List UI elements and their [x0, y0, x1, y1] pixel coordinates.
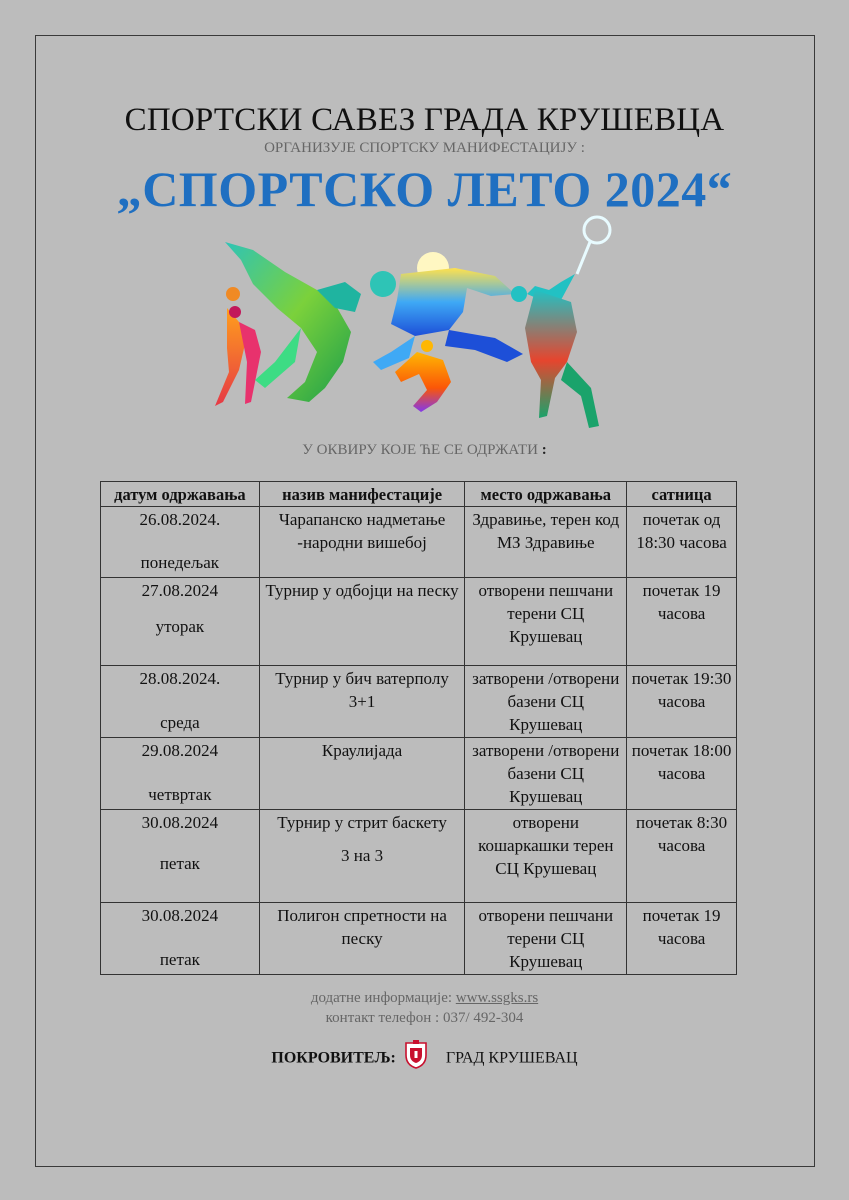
- table-row: [101, 810, 737, 903]
- event-name-cell: Краулијада: [259, 738, 465, 810]
- organizes-subtitle: ОРГАНИЗУЈЕ СПОРТСКУ МАНИФЕСТАЦИЈУ :: [264, 140, 585, 156]
- time-cell: почетак 8:30 часова: [627, 810, 737, 903]
- schedule-intro: У ОКВИРУ КОЈЕ ЋЕ СЕ ОДРЖАТИ :: [302, 442, 547, 458]
- date-cell: 30.08.2024 петак: [101, 810, 260, 903]
- event-name-cell: Турнир у бич ватерполу 3+1: [259, 666, 465, 738]
- contact-phone-line: контакт телефон : 037/ 492-304: [325, 1010, 524, 1026]
- time-cell: почетак 18:00 часова: [627, 738, 737, 810]
- venue-cell: отворени пешчани терени СЦ Крушевац: [465, 903, 627, 975]
- header-venue: место одржавања: [465, 482, 627, 507]
- venue-cell: отворени пешчани терени СЦ Крушевац: [465, 578, 627, 666]
- website-link[interactable]: www.ssgks.rs: [455, 990, 539, 1006]
- table-row: [101, 903, 737, 975]
- table-row: [101, 578, 737, 666]
- date-cell: 28.08.2024. среда: [101, 666, 260, 738]
- krusevac-crest-icon: [404, 1039, 428, 1069]
- sponsor-name: ГРАД КРУШЕВАЦ: [445, 1049, 578, 1067]
- header-event-name: назив манифестације: [259, 482, 465, 507]
- additional-info-line: додатне информације: www.ssgks.rs: [310, 990, 539, 1006]
- event-name-cell: Полигон спретности на песку: [259, 903, 465, 975]
- date-cell: 30.08.2024 петак: [101, 903, 260, 975]
- time-cell: почетак 19 часова: [627, 578, 737, 666]
- time-cell: почетак од 18:30 часова: [627, 507, 737, 578]
- time-cell: почетак 19 часова: [627, 903, 737, 975]
- sports-athletes-illustration: [205, 212, 625, 437]
- organization-title: СПОРТСКИ САВЕЗ ГРАДА КРУШЕВЦА: [124, 102, 725, 138]
- sponsor-line: [0, 1049, 849, 1069]
- venue-cell: затворени /отворени базени СЦ Крушевац: [465, 738, 627, 810]
- event-name-cell: Турнир у стрит баскету 3 на 3: [259, 810, 465, 903]
- venue-cell: отворени кошаркашки терен СЦ Крушевац: [465, 810, 627, 903]
- date-cell: 27.08.2024 уторак: [101, 578, 260, 666]
- table-header-row: [101, 482, 737, 507]
- header-time: сатница: [627, 482, 737, 507]
- event-name-cell: Чарапанско надметање -народни вишебој: [259, 507, 465, 578]
- time-cell: почетак 19:30 часова: [627, 666, 737, 738]
- date-cell: 29.08.2024 четвртак: [101, 738, 260, 810]
- venue-cell: Здравиње, терен код МЗ Здравиње: [465, 507, 627, 578]
- event-name-cell: Турнир у одбојци на песку: [259, 578, 465, 666]
- table-row: [101, 507, 737, 578]
- venue-cell: затворени /отворени базени СЦ Крушевац: [465, 666, 627, 738]
- header-date: датум одржавања: [101, 482, 260, 507]
- date-cell: 26.08.2024. понедељак: [101, 507, 260, 578]
- table-row: [101, 666, 737, 738]
- schedule-table: [100, 481, 737, 975]
- table-row: [101, 738, 737, 810]
- sponsor-label: ПОКРОВИТЕЉ:: [271, 1049, 396, 1067]
- event-title: „СПОРТСКО ЛЕТО 2024“: [116, 161, 733, 217]
